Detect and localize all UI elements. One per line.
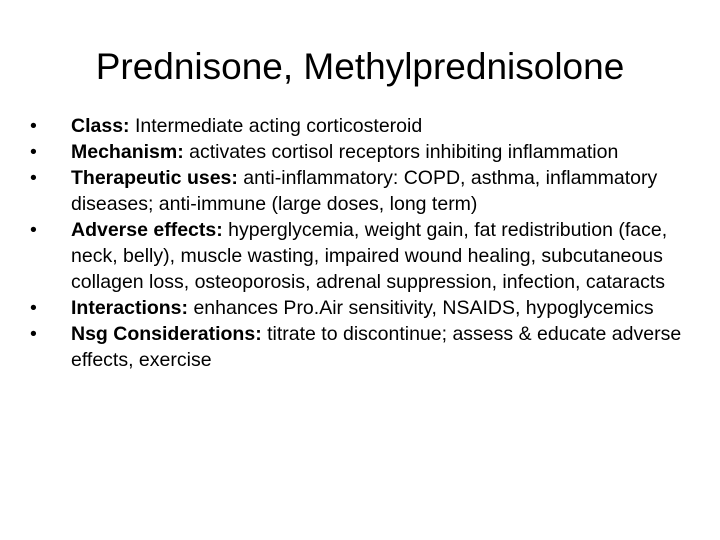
- bullet-label: Adverse effects:: [71, 219, 223, 241]
- bullet-label: Class:: [71, 115, 130, 137]
- bullet-nsg-considerations: [30, 321, 710, 373]
- bullet-dot: •: [30, 297, 37, 319]
- slide-title: Prednisone, Methylprednisolone: [95, 46, 625, 87]
- bullet-mechanism: [30, 139, 710, 165]
- bullet-class: [30, 113, 710, 139]
- bullet-dot: •: [30, 115, 37, 137]
- bullet-dot: •: [30, 219, 37, 241]
- bullet-adverse-effects: [30, 217, 710, 295]
- bullet-dot: •: [30, 323, 37, 345]
- bullet-body: anti-inflammatory: COPD, asthma, inflammatory diseases; anti-immune (large doses, long term): [71, 167, 658, 215]
- bullet-body: enhances Pro.Air sensitivity, NSAIDS, hypoglycemics: [188, 297, 654, 319]
- bullet-label: Therapeutic uses:: [71, 167, 238, 189]
- bullet-body: hyperglycemia, weight gain, fat redistribution (face, neck, belly), muscle wasting, impaired wound healing, subcutaneous collagen loss, osteoporosis, adrenal suppression, infection, cataracts: [71, 219, 668, 293]
- bullet-text: [71, 167, 657, 215]
- bullet-text: [71, 219, 667, 293]
- bullet-text: [71, 297, 654, 319]
- bullet-label: Mechanism:: [71, 141, 184, 163]
- bullet-text: [71, 141, 618, 163]
- bullet-text: [71, 115, 422, 137]
- bullet-dot: •: [30, 141, 37, 163]
- bullet-interactions: [30, 295, 710, 321]
- bullet-text: [71, 323, 681, 371]
- bullet-body: titrate to discontinue; assess & educate adverse effects, exercise: [71, 323, 682, 371]
- bullet-label: Interactions:: [71, 297, 189, 319]
- bullet-body: activates cortisol receptors inhibiting inflammation: [183, 141, 619, 163]
- bullet-therapeutic-uses: [30, 165, 710, 217]
- bullet-body: Intermediate acting corticosteroid: [129, 115, 423, 137]
- bullet-dot: •: [30, 167, 37, 189]
- bullet-list: [30, 113, 710, 373]
- bullet-label: Nsg Considerations:: [71, 323, 262, 345]
